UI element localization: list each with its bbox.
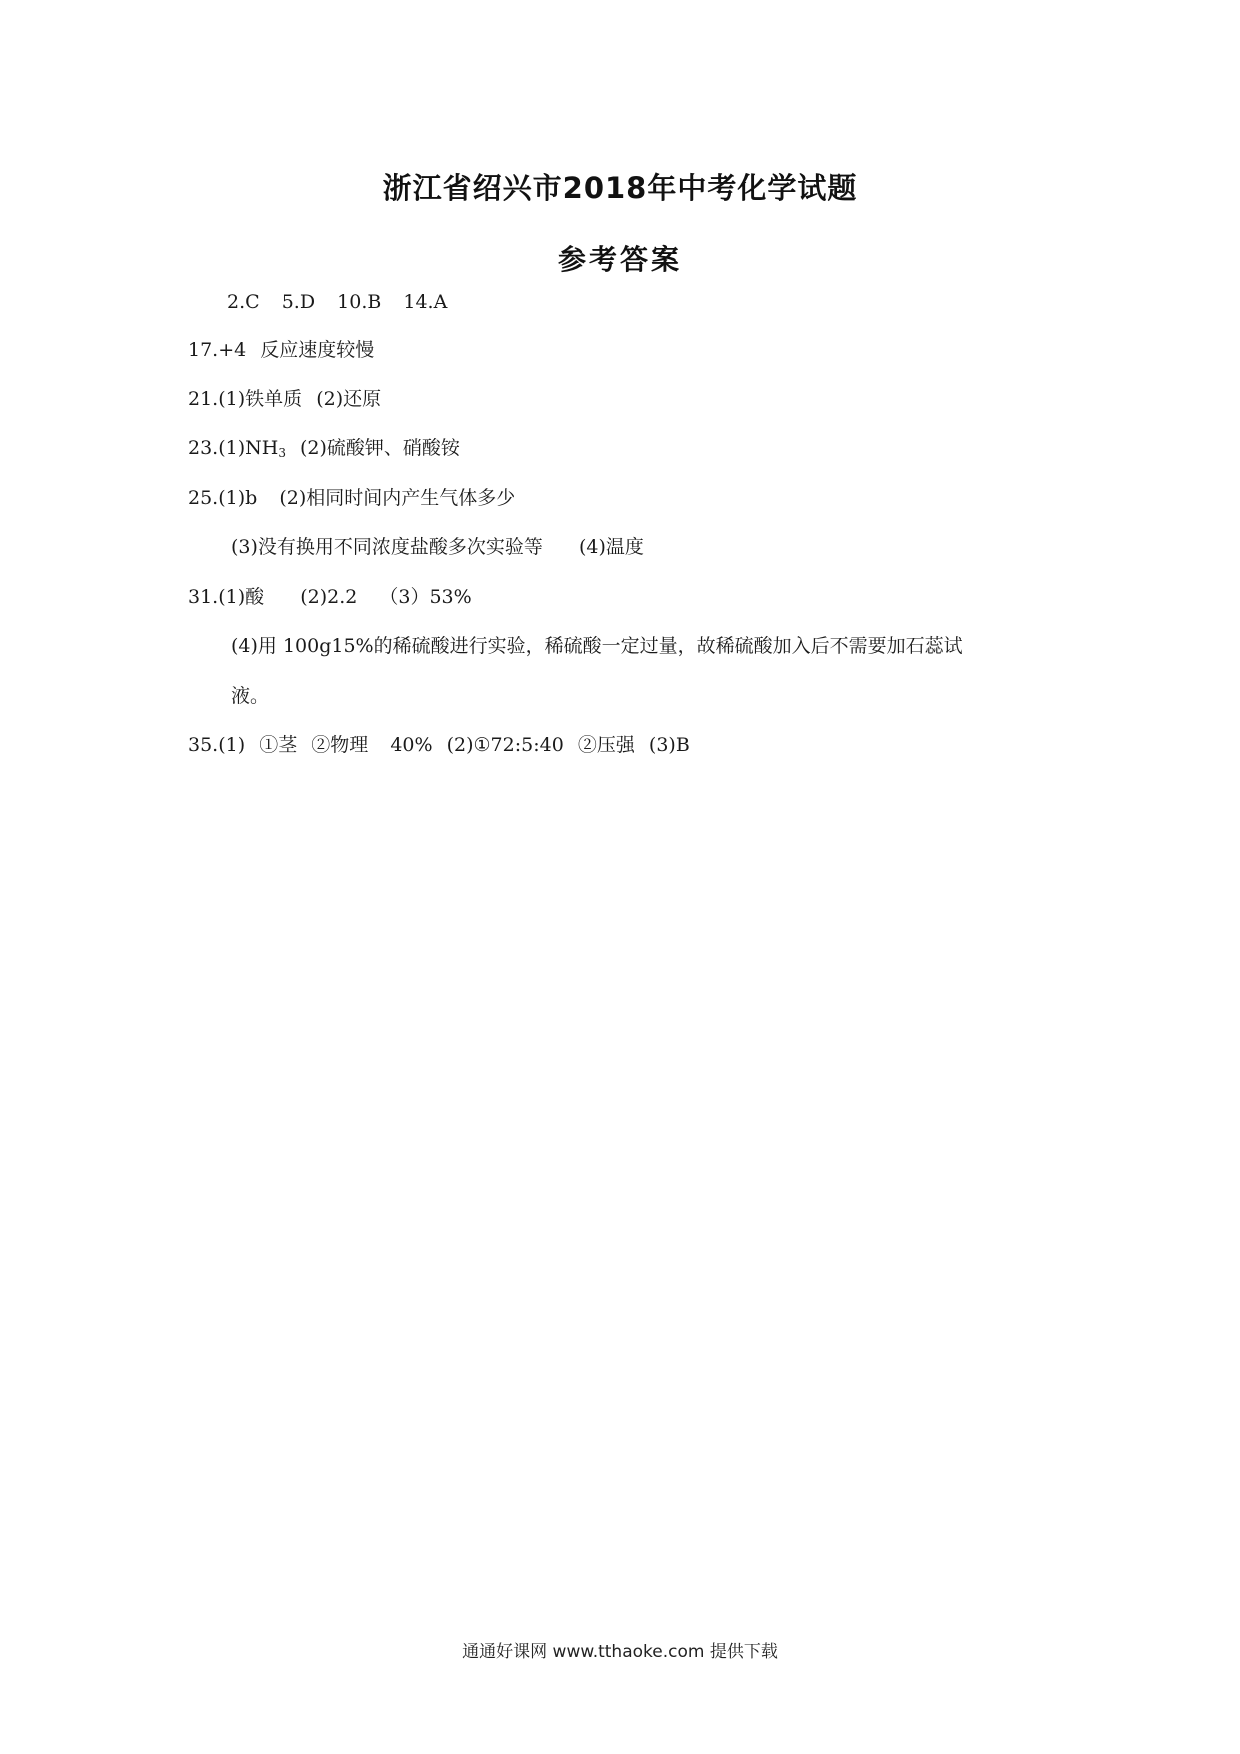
question-number: 23. [188, 437, 219, 459]
answer-35-part-1a: ①茎 [259, 734, 298, 756]
answer-25-part-4: (4)温度 [578, 536, 644, 558]
question-number: 31. [188, 586, 219, 608]
question-number: 25. [188, 487, 219, 509]
answer-mc-10: 10.B [337, 291, 382, 313]
answer-35-part-1c: 40% [390, 734, 433, 756]
answer-31-part-2: (2)2.2 [300, 586, 358, 608]
answer-line-25 [188, 486, 515, 510]
answer-line-25-continued [231, 535, 644, 559]
answer-35-part-2a: (2)①72:5:40 [446, 734, 564, 756]
document-subtitle: 参考答案 [557, 243, 682, 276]
answer-line-17 [188, 338, 374, 362]
answer-35-part-3: (3)B [648, 734, 690, 756]
answer-mc-5: 5.D [281, 291, 316, 313]
answer-21-part-1: (1)铁单质 [218, 388, 303, 410]
answer-line-31-part-4 [231, 634, 963, 658]
answer-mc-2: 2.C [227, 291, 260, 313]
answer-line-31-part-4-continued [231, 684, 269, 708]
answer-line-multiple-choice [227, 290, 447, 314]
answer-31-part-4-text-end: 液。 [231, 685, 270, 707]
answer-31-part-3: （3）53% [379, 586, 472, 608]
answer-25-part-3: (3)没有换用不同浓度盐酸多次实验等 [231, 536, 543, 558]
answer-line-21 [188, 387, 381, 411]
answer-23-subscript: 3 [278, 446, 286, 460]
answer-31-part-4-text: (4)用 100g15%的稀硫酸进行实验，稀硫酸一定过量，故稀硫酸加入后不需要加石蕊试 [231, 635, 963, 657]
question-number: 21. [188, 388, 219, 410]
answer-line-23 [188, 436, 460, 460]
answer-17-part-a: +4 [218, 339, 247, 361]
answer-line-35 [188, 733, 690, 757]
answer-35-part-1b: ②物理 [311, 734, 369, 756]
answer-23-part-1: (1)NH [218, 437, 279, 459]
answer-31-part-1: (1)酸 [218, 586, 265, 608]
download-source-footer: 通通好课网 www.tthaoke.com 提供下载 [462, 1642, 778, 1662]
answer-23-part-2: (2)硫酸钾、硝酸铵 [300, 437, 460, 459]
answer-25-part-1: (1)b [218, 487, 258, 509]
question-number: 35. [188, 734, 219, 756]
answer-35-part-1-label: (1) [218, 734, 246, 756]
document-title: 浙江省绍兴市2018年中考化学试题 [382, 171, 858, 205]
answer-mc-14: 14.A [403, 291, 448, 313]
answer-25-part-2: (2)相同时间内产生气体多少 [279, 487, 516, 509]
answer-17-part-b: 反应速度较慢 [260, 339, 375, 361]
answer-35-part-2b: ②压强 [577, 734, 635, 756]
answer-21-part-2: (2)还原 [316, 388, 382, 410]
question-number: 17. [188, 339, 219, 361]
answer-line-31 [188, 585, 472, 609]
